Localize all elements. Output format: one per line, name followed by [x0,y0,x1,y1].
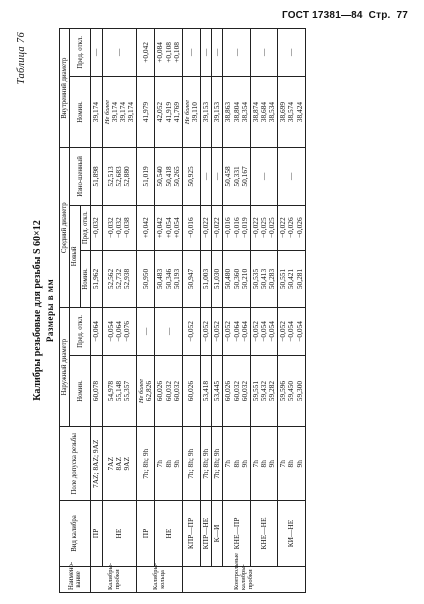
middle-nominal-cell [278,250,305,307]
cell-value: 38,354 [239,101,249,123]
header-outer-deviation: Пред. откл. [70,308,91,356]
cell-value: 50,480 [223,268,233,290]
header-name: Наимено-вание [60,566,91,592]
inner-deviation-cell [182,29,200,77]
outer-nominal-cell [278,355,305,427]
inner-nominal-cell [102,76,137,148]
page-number: 77 [396,10,408,21]
outer-deviation-cell [223,308,250,356]
cell-value: 50,458 [223,166,233,187]
cell-value: −0,032 [114,217,124,239]
cell-value: 51,019 [140,166,150,187]
cell-value: 50,540 [155,166,165,187]
cell-value: −0,016 [186,217,196,239]
middle-worn-cell [91,148,102,205]
cell-value: 52,513 [106,166,116,187]
cell-value: −0,032 [106,217,116,239]
table-row [223,29,250,593]
outer-nominal-cell [250,355,277,427]
cell-value: 50,925 [186,166,196,187]
table-row [201,29,212,593]
tolerance-cell [182,427,200,501]
cell-value: — [231,48,241,57]
cell-value: 7h [223,460,233,468]
middle-deviation-cell [223,205,250,250]
cell-value: 9h [171,460,181,468]
cell-value: 50,281 [294,268,304,290]
gauge-type-cell: НЕ [102,501,137,567]
cell-value: 50,947 [186,268,196,290]
inner-nominal-cell [137,76,155,148]
cell-value: −0,052 [278,321,288,342]
inner-nominal-cell [182,76,200,148]
cell-value: −0,032 [91,217,101,239]
group-name-cell: Калибры-кольца [137,566,183,592]
cell-value: — [286,172,296,181]
cell-value: 7AZ; 8AZ; 9AZ [91,439,101,488]
outer-deviation-cell [91,308,102,356]
cell-value: 55,357 [122,380,132,402]
middle-nominal-cell [212,250,223,307]
cell-value: 50,418 [163,166,173,187]
cell-value: 38,424 [294,101,304,123]
cell-value: 8h [163,460,173,468]
cell-value: +0,108 [171,41,181,63]
cell-value: 41,769 [171,101,181,123]
cell-value: 38,574 [286,101,296,123]
cell-value: 38,534 [267,101,277,123]
cell-value: 50,551 [278,268,288,290]
middle-worn-cell [102,148,137,205]
standard-number: ГОСТ 17381—84 [281,10,363,21]
middle-worn-cell [212,148,223,205]
cell-value: 50,265 [171,166,181,187]
cell-value: −0,026 [294,217,304,239]
middle-deviation-cell [250,205,277,250]
cell-value: −0,022 [278,217,288,239]
table-row [91,29,102,593]
middle-worn-cell [278,148,305,205]
cell-value: −0,052 [250,321,260,342]
inner-nominal-cell [201,76,212,148]
cell-value: — [140,327,150,336]
middle-worn-cell [201,148,212,205]
outer-nominal-cell [201,355,212,427]
cell-value: 50,346 [163,268,173,290]
header-middle-nominal: Номин. [80,250,90,307]
middle-deviation-cell [155,205,182,250]
inner-nominal-cell [223,76,250,148]
cell-value: — [186,48,196,57]
cell-value: 62,826 [144,380,154,402]
cell-value: — [258,48,268,57]
cell-value: +0,108 [163,41,173,63]
outer-nominal-cell [155,355,182,427]
cell-value: 60,032 [231,380,241,402]
cell-value: 52,938 [122,268,132,290]
cell-value: +0,042 [155,217,165,239]
cell-value: 50,360 [231,268,241,290]
cell-value: 39,174 [109,101,119,123]
outer-deviation-cell [201,308,212,356]
cell-value: 8h [258,460,268,468]
header-middle-worn: Изно-шенный [70,148,91,205]
rotated-table-block [12,28,397,593]
inner-deviation-cell [155,29,182,77]
cell-value: 7h; 8h; 9h [186,448,196,479]
gauge-type-cell: К—И [212,501,223,567]
table-row [182,29,200,593]
middle-deviation-cell [102,205,137,250]
cell-value: +0,084 [155,41,165,63]
cell-value: −0,054 [267,321,277,342]
outer-nominal-cell [102,355,137,427]
cell-value: 59,300 [294,380,304,402]
cell-value: −0,054 [106,321,116,342]
header-gauge-type: Вид калибра [60,501,91,567]
inner-nominal-cell [278,76,305,148]
cell-value: 60,026 [223,380,233,402]
cell-value: 38,699 [278,101,288,123]
middle-worn-cell [223,148,250,205]
outer-deviation-cell [102,308,137,356]
cell-value: −0,054 [294,321,304,342]
cell-value: 60,032 [171,380,181,402]
middle-nominal-cell [182,250,200,307]
cell-value: −0,064 [91,321,101,342]
outer-deviation-cell [155,308,182,356]
inner-nominal-cell [212,76,223,148]
gauge-type-cell: НЕ [155,501,182,567]
table-row [278,29,305,593]
middle-nominal-cell [223,250,250,307]
middle-deviation-cell [212,205,223,250]
cell-value: 51,003 [201,268,211,290]
cell-value: 9h [294,460,304,468]
middle-nominal-cell [102,250,137,307]
gauge-type-cell: КПР—ПР [182,501,200,567]
inner-deviation-cell [102,29,137,77]
header-inner-deviation: Пред. откл. [70,29,91,77]
cell-value: −0,022 [250,217,260,239]
table-caption: Калибры резьбовые для резьбы S 60×12 [32,220,43,401]
cell-value: 7h [155,460,165,468]
cell-value: 39,174 [125,101,135,123]
table-row [250,29,277,593]
not-more-note: Не более [183,99,191,125]
table-row [102,29,137,593]
outer-nominal-cell [91,355,102,427]
cell-value: 39,174 [91,101,101,123]
cell-value: 7h; 8h; 9h [140,448,150,479]
cell-value: 39,153 [201,101,211,123]
cell-value: −0,022 [212,217,222,239]
outer-nominal-cell [223,355,250,427]
gauge-type-cell: ПР [137,501,155,567]
table-row [155,29,182,593]
cell-value: +0,054 [171,217,181,239]
middle-nominal-cell [155,250,182,307]
cell-value: 53,445 [212,380,222,402]
inner-deviation-cell [201,29,212,77]
cell-value: 55,148 [114,380,124,402]
cell-value: 7AZ [106,456,116,471]
middle-nominal-cell [201,250,212,307]
header-middle-diameter: Средний диаметр [60,148,70,308]
cell-value: 50,193 [171,268,181,290]
cell-value: −0,052 [186,321,196,342]
header-inner-nominal: Номин. [70,76,91,148]
cell-value: 59,282 [267,380,277,402]
cell-value: 50,483 [155,268,165,290]
cell-value: 52,683 [114,166,124,187]
middle-nominal-cell [137,250,155,307]
cell-value: −0,052 [212,321,222,342]
cell-value: −0,038 [122,217,132,239]
cell-value: 60,026 [186,380,196,402]
cell-value: +0,054 [163,217,173,239]
cell-value: −0,064 [114,321,124,342]
table-label: Таблица 76 [16,32,27,85]
cell-value: 8h [231,460,241,468]
tolerance-cell [250,427,277,501]
cell-value: −0,025 [258,217,268,239]
outer-deviation-cell [212,308,223,356]
cell-value: +0,042 [140,217,150,239]
cell-value: 60,078 [91,380,101,402]
middle-nominal-cell [250,250,277,307]
tolerance-cell [278,427,305,501]
cell-value: — [91,48,101,57]
cell-value: −0,064 [231,321,241,342]
cell-value: 51,030 [212,268,222,290]
not-more-note: Не более [103,99,111,125]
inner-deviation-cell [278,29,305,77]
inner-deviation-cell [137,29,155,77]
outer-deviation-cell [250,308,277,356]
gauge-type-cell: КНЕ—ПР [223,501,250,567]
tolerance-cell [155,427,182,501]
cell-value: 38,863 [223,101,233,123]
cell-value: 51,962 [91,268,101,290]
page-label: Стр. [368,10,391,21]
header-tolerance: Поле допуска резьбы [60,427,91,501]
cell-value: 50,950 [140,268,150,290]
tolerance-cell [223,427,250,501]
cell-value: — [258,172,268,181]
cell-value: — [212,172,222,181]
cell-value: — [201,172,211,181]
cell-value: 51,898 [91,166,101,187]
units-label: Размеры в мм [45,278,55,343]
cell-value: 8h [286,460,296,468]
cell-value: — [201,48,211,57]
cell-value: 60,026 [155,380,165,402]
cell-value: −0,022 [201,217,211,239]
cell-value: 9h [239,460,249,468]
cell-value: 54,978 [106,380,116,402]
cell-value: +0,042 [140,41,150,63]
cell-value: 7h; 8h; 9h [212,448,222,479]
cell-value: 59,450 [286,380,296,402]
header-middle-deviation: Пред. откл. [80,205,90,250]
inner-nominal-cell [250,76,277,148]
cell-value: −0,052 [201,321,211,342]
cell-value: −0,054 [258,321,268,342]
middle-nominal-cell [91,250,102,307]
middle-worn-cell [182,148,200,205]
inner-nominal-cell [155,76,182,148]
outer-deviation-cell [137,308,155,356]
cell-value: 50,283 [267,268,277,290]
cell-value: 41,979 [140,101,150,123]
cell-value: 59,596 [278,380,288,402]
cell-value: 39,153 [212,101,222,123]
not-more-note: Не более [138,378,146,404]
cell-value: 59,551 [250,380,260,402]
inner-deviation-cell [223,29,250,77]
cell-value: −0,052 [223,321,233,342]
tolerance-cell [102,427,137,501]
inner-deviation-cell [250,29,277,77]
cell-value: — [114,48,124,57]
cell-value: −0,025 [267,217,277,239]
cell-value: 7h [250,460,260,468]
cell-value: 59,432 [258,380,268,402]
middle-deviation-cell [91,205,102,250]
cell-value: — [163,327,173,336]
cell-value: 60,032 [163,380,173,402]
cell-value: 9h [267,460,277,468]
cell-value: 50,167 [239,166,249,187]
cell-value: 39,110 [189,102,199,123]
cell-value: −0,016 [231,217,241,239]
middle-deviation-cell [201,205,212,250]
middle-deviation-cell [278,205,305,250]
cell-value: — [212,48,222,57]
gauge-table [59,28,306,593]
group-name-cell: Контрольные калибры-пробки [182,566,305,592]
gauge-type-cell: КПР—НЕ [201,501,212,567]
cell-value: 52,562 [106,268,116,290]
cell-value: 38,684 [258,101,268,123]
cell-value: 42,052 [155,101,165,123]
tolerance-cell [137,427,155,501]
cell-value: 52,880 [122,166,132,187]
tolerance-cell [201,427,212,501]
middle-worn-cell [155,148,182,205]
header-outer-nominal: Номин. [70,355,91,427]
middle-worn-cell [137,148,155,205]
gauge-type-cell: ПР [91,501,102,567]
tolerance-cell [212,427,223,501]
cell-value: 38,804 [231,101,241,123]
header-middle-new: Новый [70,205,80,308]
cell-value: 52,732 [114,268,124,290]
cell-value: 50,210 [239,268,249,290]
cell-value: 38,874 [250,101,260,123]
outer-nominal-cell [137,355,155,427]
cell-value: −0,026 [286,217,296,239]
middle-deviation-cell [182,205,200,250]
gauge-type-cell: КИ—НЕ [278,501,305,567]
cell-value: 53,418 [201,380,211,402]
cell-value: −0,064 [239,321,249,342]
cell-value: 50,421 [286,268,296,290]
outer-deviation-cell [278,308,305,356]
tolerance-cell [91,427,102,501]
cell-value: −0,016 [223,217,233,239]
outer-nominal-cell [212,355,223,427]
page-header [279,10,408,21]
cell-value: — [286,48,296,57]
header-inner-diameter: Внутренний диаметр [60,29,70,148]
cell-value: 41,919 [163,101,173,123]
inner-nominal-cell [91,76,102,148]
cell-value: −0,054 [286,321,296,342]
table-row [137,29,155,593]
outer-nominal-cell [182,355,200,427]
inner-deviation-cell [91,29,102,77]
group-name-cell: Калибры-пробки [91,566,137,592]
cell-value: −0,019 [239,217,249,239]
cell-value: 39,174 [117,101,127,123]
cell-value: 50,535 [250,268,260,290]
cell-value: 9AZ [122,456,132,471]
cell-value: 50,331 [231,166,241,187]
middle-worn-cell [250,148,277,205]
gauge-type-cell: КНЕ—НЕ [250,501,277,567]
cell-value: 8AZ [114,456,124,471]
table-row [212,29,223,593]
cell-value: 50,413 [258,268,268,290]
middle-deviation-cell [137,205,155,250]
header-outer-diameter: Наружный диаметр [60,308,70,427]
cell-value: −0,076 [122,321,132,342]
cell-value: 60,032 [239,380,249,402]
cell-value: 7h; 8h; 9h [201,448,211,479]
inner-deviation-cell [212,29,223,77]
cell-value: 7h [278,460,288,468]
outer-deviation-cell [182,308,200,356]
